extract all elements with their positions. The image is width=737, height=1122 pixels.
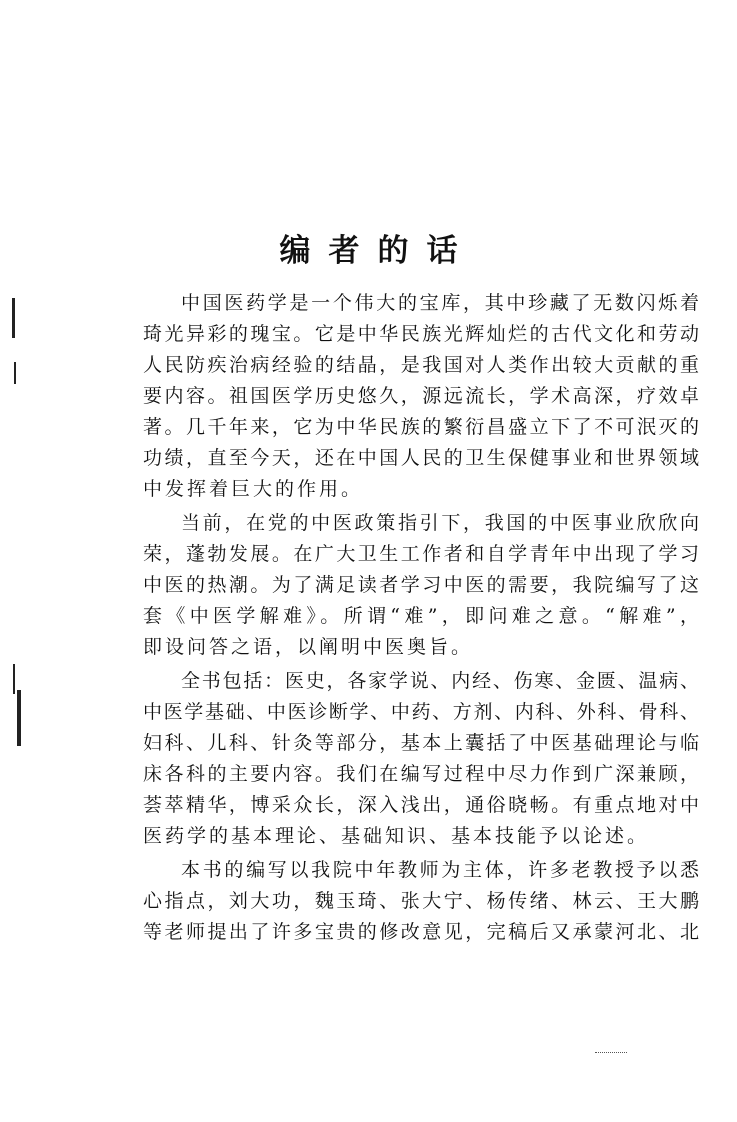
- text-line: 荣，蓬勃发展。在广大卫生工作者和自学青年中出现了学习: [143, 543, 699, 565]
- text-line: 即设问答之语，以阐明中医奥旨。: [143, 636, 474, 658]
- text-line: 心指点，刘大功，魏玉琦、张大宁、杨传绪、林云、王大鹏: [143, 890, 699, 912]
- paragraph: [143, 855, 699, 948]
- text-line: 著。几千年来，它为中华民族的繁衍昌盛立下了不可泯灭的: [143, 416, 699, 438]
- paragraph: [143, 288, 699, 505]
- text-line: 本书的编写以我院中年教师为主体，许多老教授予以悉: [181, 859, 699, 881]
- scan-footer-dots: [595, 1052, 627, 1054]
- scan-margin-mark: [14, 362, 16, 384]
- text-line: 琦光异彩的瑰宝。它是中华民族光辉灿烂的古代文化和劳动: [143, 323, 699, 345]
- text-line: 人民防疾治病经验的结晶，是我国对人类作出较大贡献的重: [143, 354, 699, 376]
- text-line: 等老师提出了许多宝贵的修改意见，完稿后又承蒙河北、北: [143, 921, 699, 943]
- text-line: 妇科、儿科、针灸等部分，基本上囊括了中医基础理论与临: [143, 732, 699, 754]
- text-line: 全书包括：医史，各家学说、内经、伤寒、金匮、温病、: [181, 670, 699, 692]
- scan-margin-mark: [13, 664, 15, 694]
- text-line: 当前，在党的中医政策指引下，我国的中医事业欣欣向: [181, 512, 699, 534]
- text-line: 医药学的基本理论、基础知识、基本技能予以论述。: [143, 825, 650, 847]
- paragraph: [143, 666, 699, 852]
- text-line: 中医学基础、中医诊断学、中药、方剂、内科、外科、骨科、: [143, 701, 699, 723]
- preface-body: [143, 288, 699, 951]
- text-line: 中国医药学是一个伟大的宝库，其中珍藏了无数闪烁着: [181, 292, 699, 314]
- text-line: 中发挥着巨大的作用。: [143, 478, 364, 500]
- text-line: 套《中医学解难》。所谓“难”，即问难之意。“解难”，: [143, 605, 699, 627]
- page-title: 编者的话: [279, 233, 476, 269]
- paragraph: [143, 508, 699, 663]
- text-line: 要内容。祖国医学历史悠久，源远流长，学术高深，疗效卓: [143, 385, 699, 407]
- text-line: 中医的热潮。为了满足读者学习中医的需要，我院编写了这: [143, 574, 699, 596]
- scan-margin-mark: [12, 298, 15, 338]
- text-line: 荟萃精华，博采众长，深入浅出，通俗晓畅。有重点地对中: [143, 794, 699, 816]
- text-line: 功绩，直至今天，还在中国人民的卫生保健事业和世界领域: [143, 447, 699, 469]
- text-line: 床各科的主要内容。我们在编写过程中尽力作到广深兼顾，: [143, 763, 699, 785]
- scan-margin-mark: [17, 690, 21, 746]
